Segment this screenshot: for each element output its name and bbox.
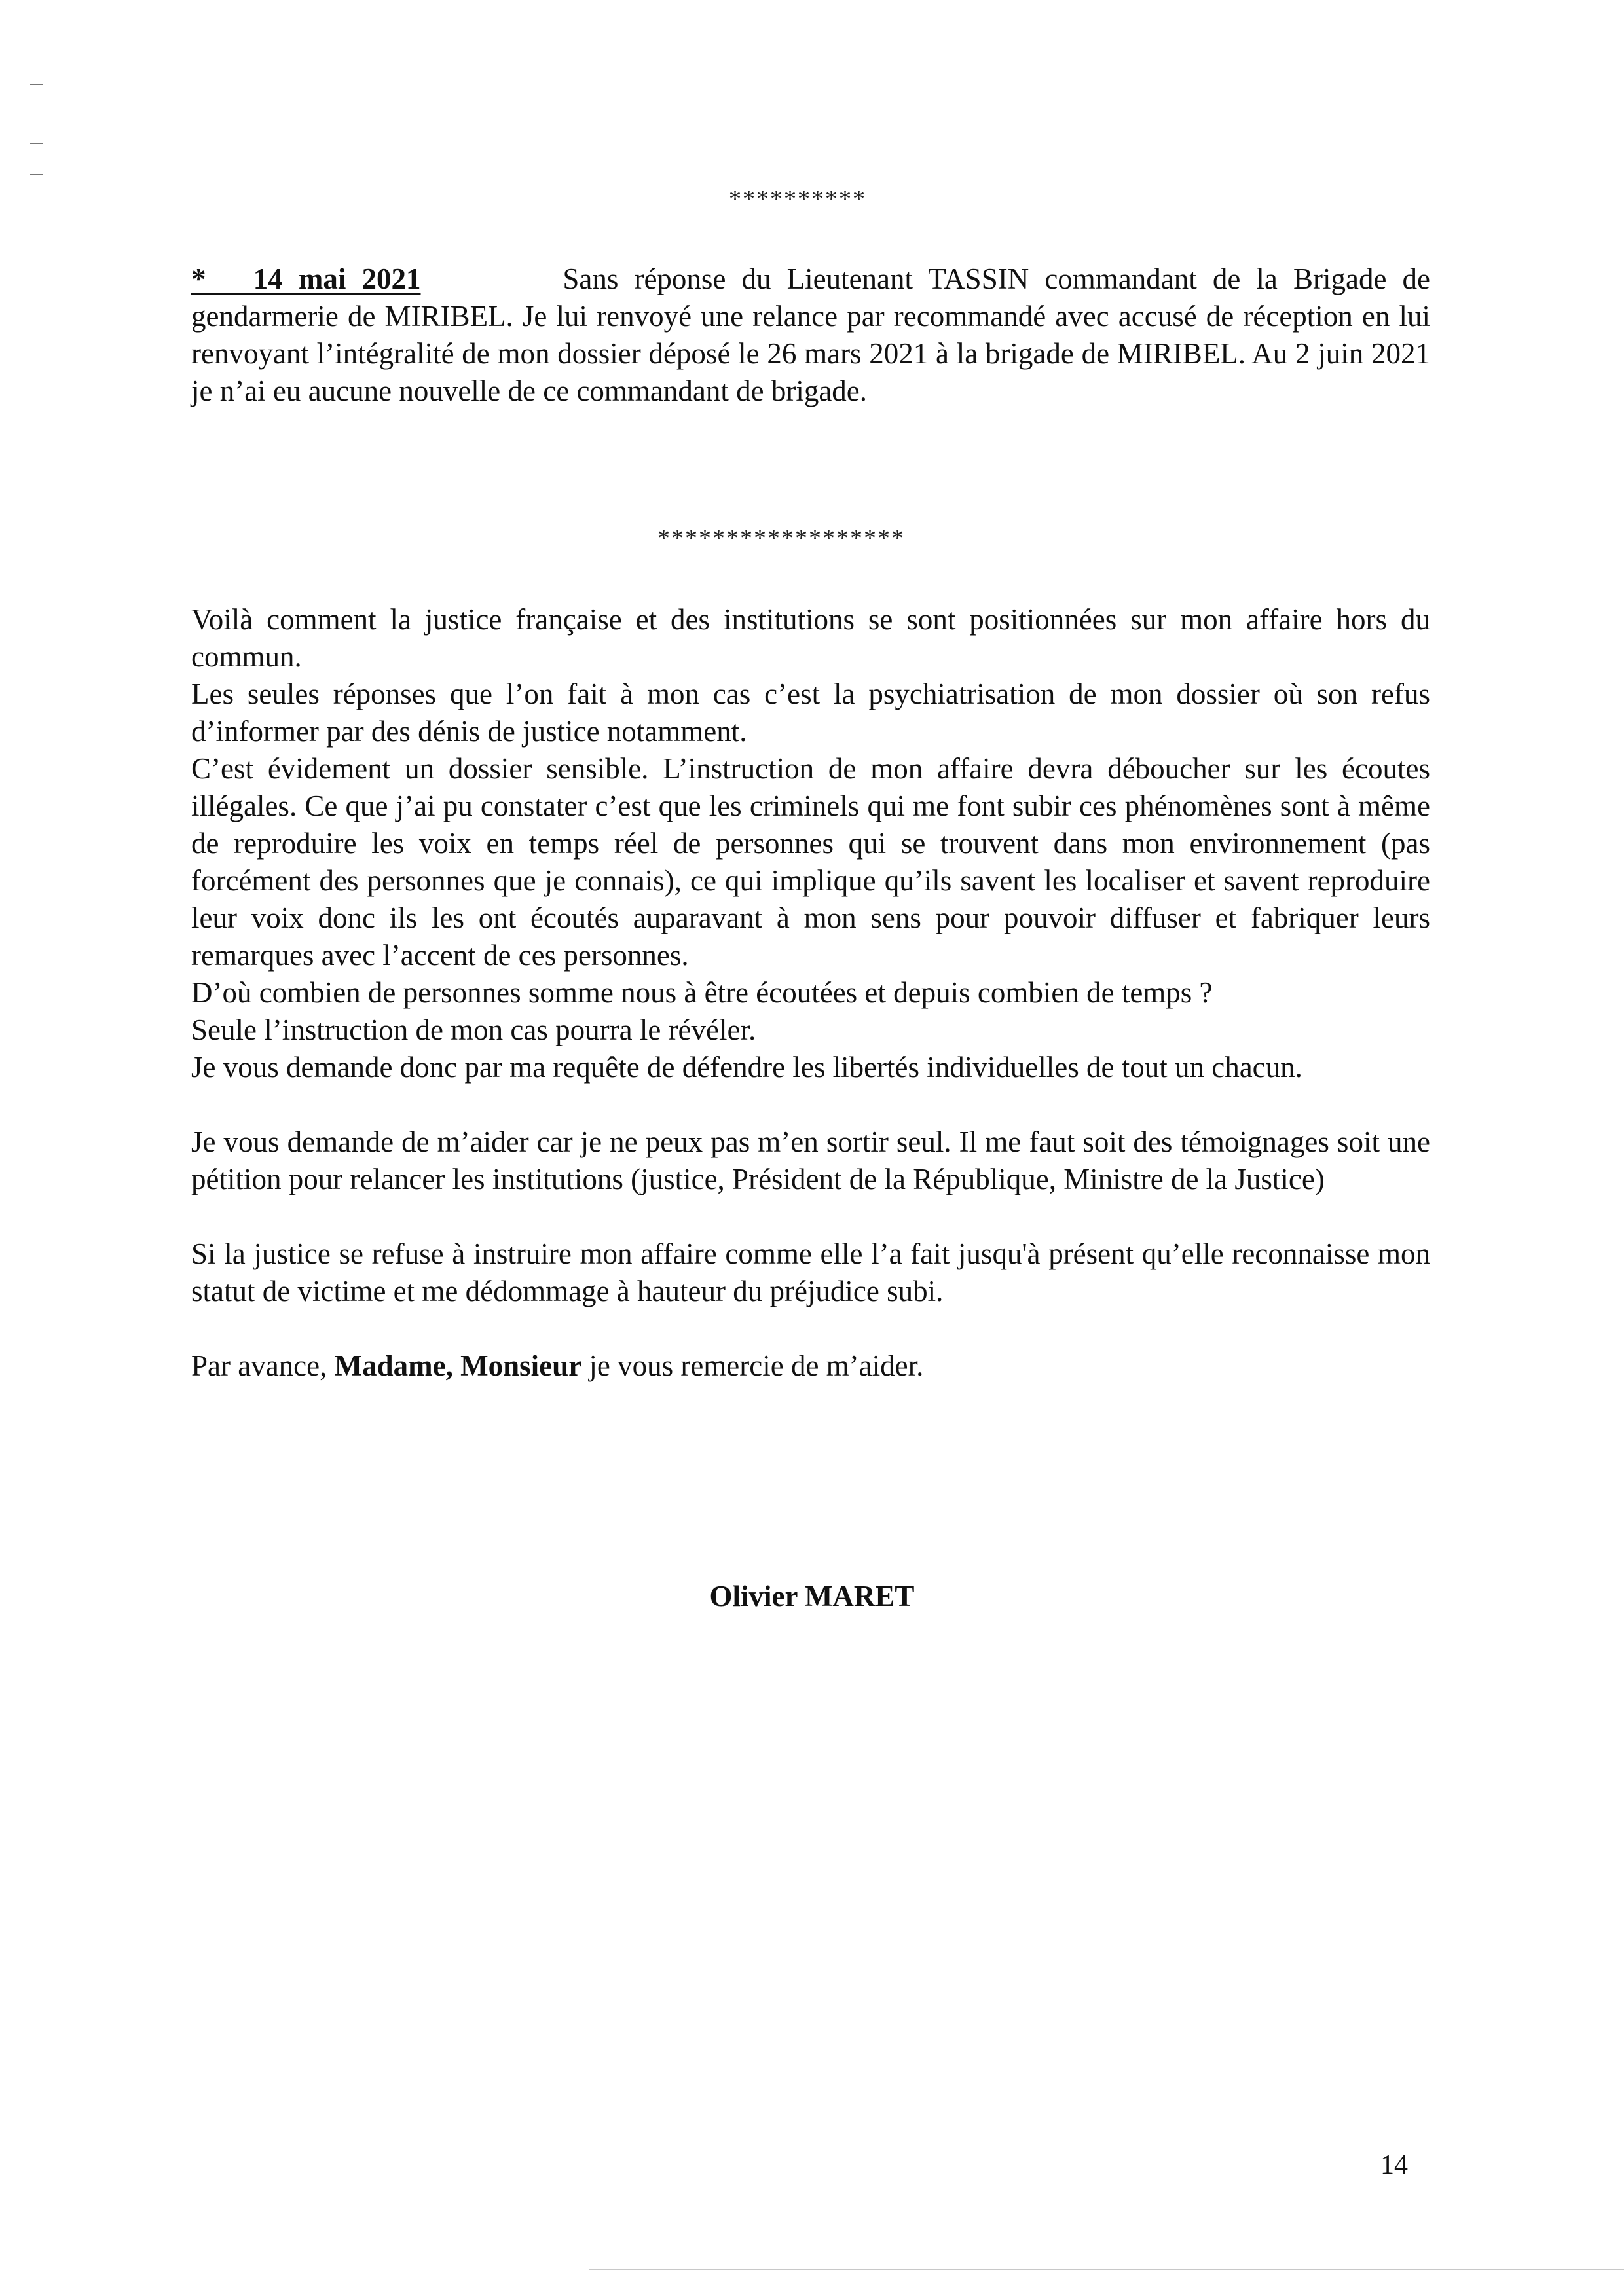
entry-date-text: 14 mai 2021 [253, 263, 421, 295]
dated-entry [191, 261, 1430, 410]
closing-before: Par avance, [191, 1349, 335, 1382]
body-paragraph-8: Si la justice se refuse à instruire mon affaire comme elle l’a fait jusqu'à présent qu’elle reconnaisse mon statut de victime et me dédommage à hauteur du préjudice subi. [191, 1237, 1430, 1307]
header-separator: ********** [729, 185, 866, 213]
letter-body [191, 601, 1430, 1385]
entry-bullet: * [191, 263, 206, 295]
entry-text-rest: gendarmerie de MIRIBEL. Je lui renvoyé une relance par recommandé avec accusé de réception en lui renvoyant l’intégralité de mon dossier déposé le 26 mars 2021 à la brigade de MIRIBEL. Au 2 juin 2021 je n’ai eu aucune nouvelle de ce commandant de brigade. [191, 300, 1430, 407]
mid-separator: ****************** [657, 524, 905, 552]
body-paragraph-2: Les seules réponses que l’on fait à mon cas c’est la psychiatrisation de mon dossier où son refus d’informer par des dénis de justice notamment. [191, 678, 1430, 748]
body-paragraph-4: D’où combien de personnes somme nous à être écoutées et depuis combien de temps ? [191, 976, 1213, 1009]
scan-margin-mark [30, 174, 43, 175]
page-number: 14 [1380, 2150, 1408, 2180]
body-paragraph-6: Je vous demande donc par ma requête de défendre les libertés individuelles de tout un chacun. [191, 1051, 1302, 1084]
body-paragraph-5: Seule l’instruction de mon cas pourra le révéler. [191, 1013, 756, 1046]
closing-salutation: Madame, Monsieur [334, 1349, 582, 1382]
body-paragraph-3: C’est évidement un dossier sensible. L’instruction de mon affaire devra déboucher sur les écoutes illégales. Ce que j’ai pu constater c’est que les criminels qui me font subir ces phénomènes sont à même de reproduire les voix en temps réel de personnes qui se trouvent dans mon environnement (pas forcément des personnes que je connais), ce qui implique qu’ils savent les localiser et savent reproduire leur voix donc ils les ont écoutés auparavant à mon sens pour pouvoir diffuser et fabriquer leurs remarques avec l’accent de ces personnes. [191, 752, 1430, 972]
entry-date [191, 263, 420, 295]
entry-text-first: Sans réponse du Lieutenant TASSIN commandant de la Brigade de [563, 263, 1431, 295]
body-paragraph-1: Voilà comment la justice française et des institutions se sont positionnées sur mon affaire hors du commun. [191, 603, 1430, 673]
scan-margin-mark [30, 84, 43, 85]
closing-after: je vous remercie de m’aider. [581, 1349, 924, 1382]
signature: Olivier MARET [709, 1580, 915, 1613]
closing-line [191, 1347, 1430, 1385]
scan-bottom-edge [589, 2269, 1624, 2270]
body-paragraph-7: Je vous demande de m’aider car je ne peux pas m’en sortir seul. Il me faut soit des témoignages soit une pétition pour relancer les institutions (justice, Président de la République, Ministre de la Justice) [191, 1125, 1430, 1195]
scan-margin-mark [30, 143, 43, 144]
